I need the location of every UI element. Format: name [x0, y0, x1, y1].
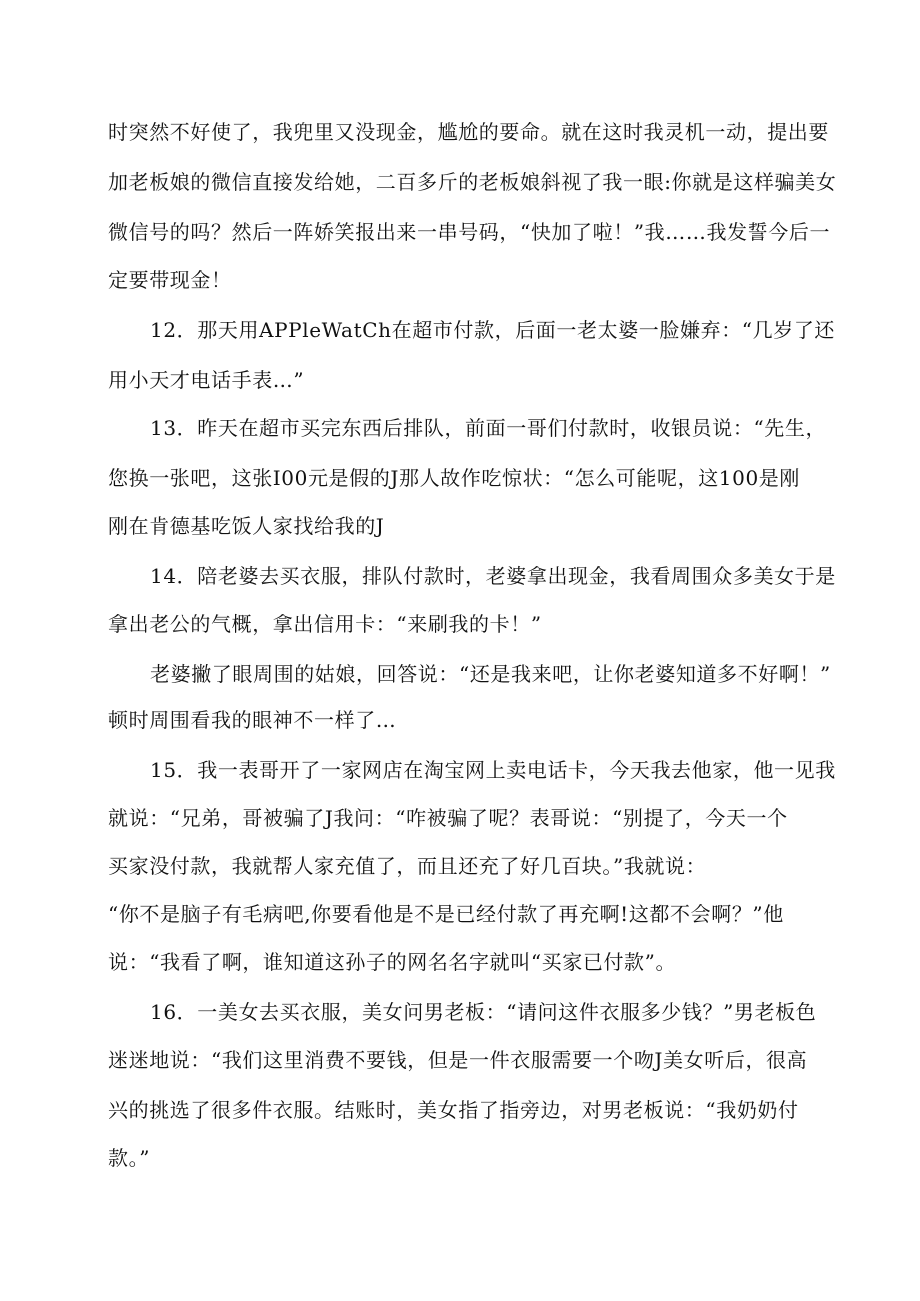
- text-line: 顿时周围看我的眼神不一样了…: [108, 708, 397, 732]
- text-line: 14．陪老婆去买衣服，排队付款时，老婆拿出现金，我看周围众多美女于是: [150, 564, 836, 588]
- text-line: 买家没付款，我就帮人家充值了，而且还充了好几百块。”我就说：: [108, 854, 707, 878]
- text-line: 12．那天用APPleWatCh在超市付款，后面一老太婆一脸嫌弃：“几岁了还: [150, 318, 836, 342]
- text-line: 微信号的吗？然后一阵娇笑报出来一串号码，“快加了啦！”我……我发誓今后一: [108, 220, 831, 244]
- text-line: 16．一美女去买衣服，美女问男老板：“请问这件衣服多少钱？”男老板色: [150, 1000, 817, 1024]
- text-line: 加老板娘的微信直接发给她，二百多斤的老板娘斜视了我一眼:你就是这样骗美女: [108, 170, 837, 194]
- text-line: 款。”: [108, 1146, 151, 1170]
- text-line: 老婆撇了眼周围的姑娘，回答说：“还是我来吧，让你老婆知道多不好啊！”: [150, 662, 831, 686]
- text-line: 时突然不好使了，我兜里又没现金，尴尬的要命。就在这时我灵机一动，提出要: [108, 120, 829, 144]
- text-line: 兴的挑选了很多件衣服。结账时，美女指了指旁边，对男老板说：“我奶奶付: [108, 1098, 799, 1122]
- text-line: 说：“我看了啊，谁知道这孙子的网名名字就叫“买家已付款”。: [108, 950, 677, 974]
- text-line: 您换一张吧，这张I00元是假的J那人故作吃惊状：“怎么可能呢，这100是刚: [108, 466, 800, 490]
- text-line: 15．我一表哥开了一家网店在淘宝网上卖电话卡，今天我去他家，他一见我: [150, 758, 836, 782]
- text-line: 13．昨天在超市买完东西后排队，前面一哥们付款时，收银员说：“先生，: [150, 416, 827, 440]
- text-line: 定要带现金！: [108, 268, 232, 292]
- text-line: “你不是脑子有毛病吧,你要看他是不是已经付款了再充啊!这都不会啊？”他: [108, 902, 784, 926]
- text-line: 就说：“兄弟，哥被骗了J我问：“咋被骗了呢？表哥说：“别提了，今天一个: [108, 806, 788, 830]
- text-line: 用小天才电话手表…”: [108, 368, 305, 392]
- text-line: 刚在肯德基吃饭人家找给我的J: [108, 514, 385, 538]
- text-line: 迷迷地说：“我们这里消费不要钱，但是一件衣服需要一个吻J美女听后，很高: [108, 1048, 808, 1072]
- text-line: 拿出老公的气概，拿出信用卡：“来刷我的卡！”: [108, 612, 542, 636]
